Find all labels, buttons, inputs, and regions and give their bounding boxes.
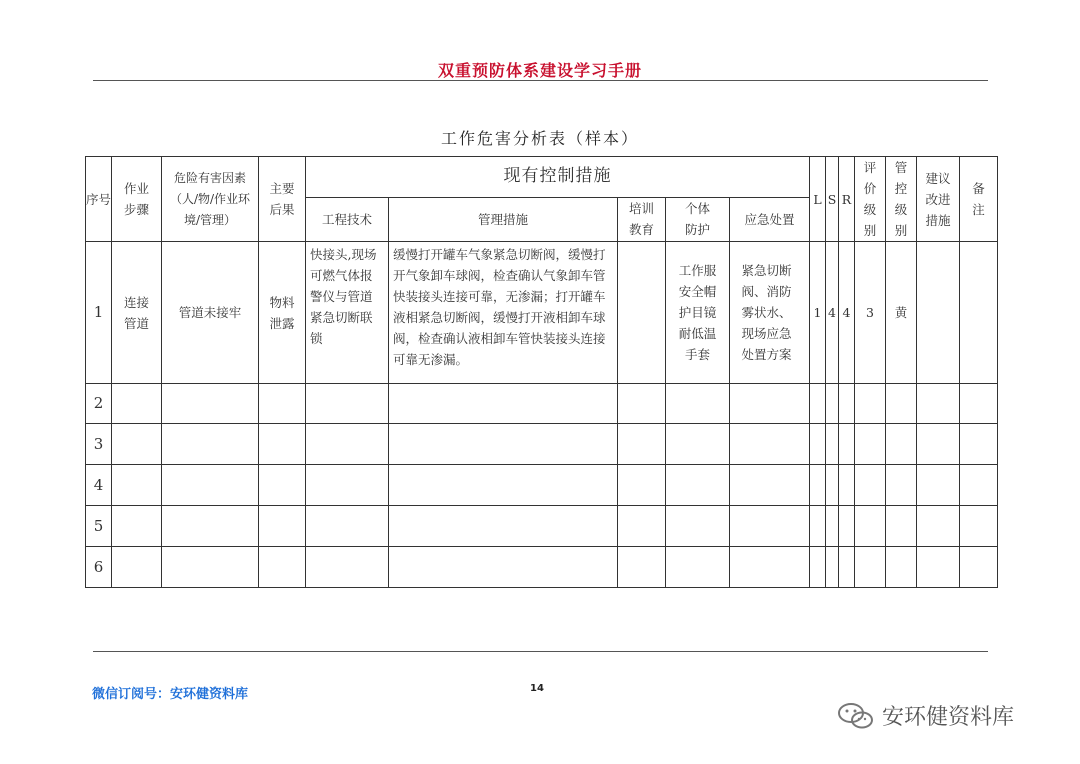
header-control-level-text: 管控级别 bbox=[894, 160, 908, 238]
header-hazard-text: 危险有害因素（人/物/作业环境/管理） bbox=[169, 170, 251, 227]
row-step-text: 连接管道 bbox=[123, 294, 149, 331]
header-emergency: 应急处置 bbox=[730, 197, 810, 241]
header-management: 管理措施 bbox=[389, 197, 618, 241]
row-R: 4 bbox=[839, 242, 855, 384]
table-row bbox=[86, 506, 998, 547]
header-hazard bbox=[162, 157, 259, 242]
row-seq: 1 bbox=[86, 242, 112, 384]
row-eval-level: 3 bbox=[855, 242, 886, 384]
header-eval-level bbox=[855, 157, 886, 242]
header-S: S bbox=[826, 157, 839, 242]
row-ppe bbox=[666, 242, 730, 384]
manual-title: 双重预防体系建设学习手册 bbox=[437, 61, 642, 80]
row-ppe-text: 工作服安全帽护目镜耐低温手套 bbox=[678, 263, 717, 362]
row-seq: 5 bbox=[86, 506, 112, 547]
watermark bbox=[836, 700, 1014, 731]
row-training bbox=[618, 242, 666, 384]
header-divider bbox=[93, 80, 988, 81]
header-controls-group: 现有控制措施 bbox=[306, 157, 810, 198]
header-consequence bbox=[259, 157, 306, 242]
table-row bbox=[86, 465, 998, 506]
wechat-icon bbox=[836, 701, 876, 731]
row-step bbox=[112, 242, 162, 384]
row-consequence bbox=[259, 242, 306, 384]
header-step bbox=[112, 157, 162, 242]
row-remark bbox=[960, 242, 998, 384]
header-consequence-text: 主要后果 bbox=[269, 181, 295, 217]
footer-divider bbox=[93, 651, 988, 652]
header-training bbox=[618, 197, 666, 241]
watermark-text: 安环健资料库 bbox=[882, 705, 1015, 730]
header-training-text: 培训教育 bbox=[628, 201, 654, 238]
header-R: R bbox=[839, 157, 855, 242]
table-row bbox=[86, 547, 998, 588]
header-control-level bbox=[886, 157, 917, 242]
header-engineering: 工程技术 bbox=[306, 197, 389, 241]
table-row bbox=[86, 242, 998, 384]
row-control-level: 黄 bbox=[886, 242, 917, 384]
row-suggested bbox=[917, 242, 960, 384]
row-seq: 4 bbox=[86, 465, 112, 506]
job-hazard-analysis-table bbox=[85, 156, 998, 588]
row-consequence-text: 物料泄露 bbox=[269, 294, 295, 331]
page-number: 14 bbox=[530, 683, 544, 694]
table-title: 工作危害分析表（样本） bbox=[440, 129, 639, 148]
table-row bbox=[86, 424, 998, 465]
row-L: 1 bbox=[810, 242, 826, 384]
row-emergency-text: 紧急切断阀、消防雾状水、现场应急处置方案 bbox=[741, 263, 792, 362]
row-seq: 2 bbox=[86, 384, 112, 424]
row-management: 缓慢打开罐车气象紧急切断阀，缓慢打开气象卸车球阀，检查确认气象卸车管快装接头连接可靠，无渗漏；打开罐车液相紧急切断阀，缓慢打开液相卸车球阀，检查确认液相卸车管快装接头连接可靠无渗漏。 bbox=[389, 242, 618, 384]
row-seq: 3 bbox=[86, 424, 112, 465]
header-suggested-text: 建议改进措施 bbox=[925, 170, 951, 228]
header-L: L bbox=[810, 157, 826, 242]
header-ppe bbox=[666, 197, 730, 241]
row-seq: 6 bbox=[86, 547, 112, 588]
header-step-text: 作业步骤 bbox=[123, 181, 149, 217]
header-remark-text: 备注 bbox=[972, 181, 985, 217]
row-hazard: 管道未接牢 bbox=[162, 242, 259, 384]
header-eval-level-text: 评价级别 bbox=[863, 160, 877, 238]
row-engineering: 快接头,现场可燃气体报警仪与管道紧急切断联锁 bbox=[306, 242, 389, 384]
row-S: 4 bbox=[826, 242, 839, 384]
wechat-subscription-label: 微信订阅号：安环健资料库 bbox=[92, 687, 249, 702]
header-remark bbox=[960, 157, 998, 242]
row-emergency bbox=[730, 242, 810, 384]
header-suggested bbox=[917, 157, 960, 242]
header-seq: 序号 bbox=[86, 157, 112, 242]
header-ppe-text: 个体防护 bbox=[684, 201, 710, 238]
table-row bbox=[86, 384, 998, 424]
